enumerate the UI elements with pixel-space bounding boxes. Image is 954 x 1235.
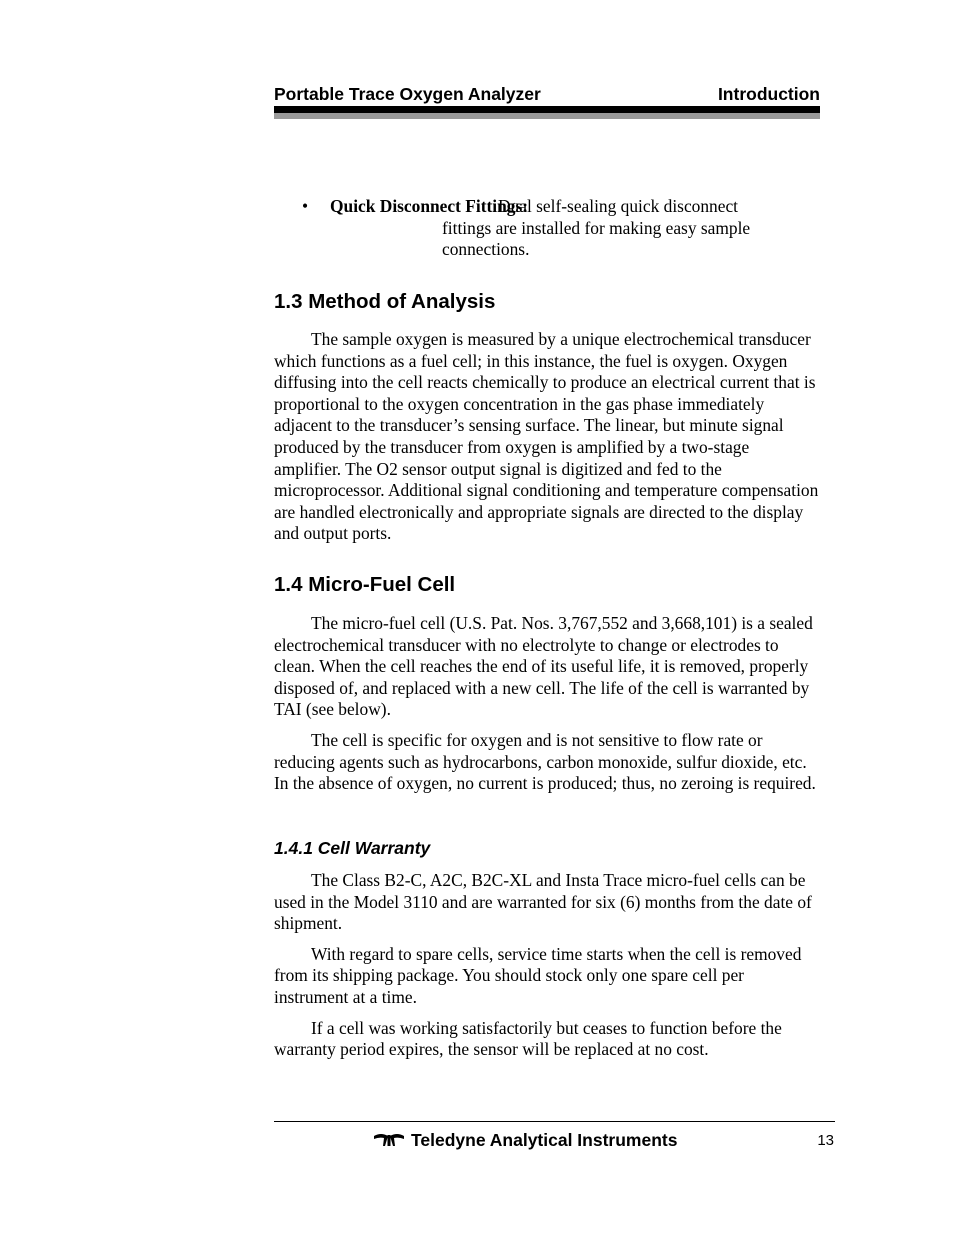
page-header bbox=[274, 84, 820, 106]
paragraph: If a cell was working satisfactorily but ceases to function before the warranty period expires, the sensor will be replaced at no cost. bbox=[274, 1017, 782, 1060]
chapter-name: Introduction bbox=[717, 84, 820, 104]
section-heading-1-3: 1.3 Method of Analysis bbox=[274, 290, 496, 313]
footer-brand bbox=[374, 1129, 677, 1151]
header-rule-shadow bbox=[274, 113, 820, 119]
paragraph: With regard to spare cells, service time starts when the cell is removed from its shipping package. You should stock only one spare cell per instrument at a time. bbox=[274, 943, 802, 1007]
subsection-1-4-1-body bbox=[274, 870, 820, 1061]
bullet-marker: • bbox=[302, 196, 309, 216]
page-number: 13 bbox=[817, 1132, 834, 1149]
section-1-4-body bbox=[274, 613, 820, 795]
section-heading-1-4: 1.4 Micro-Fuel Cell bbox=[274, 573, 456, 596]
document-title: Portable Trace Oxygen Analyzer bbox=[274, 84, 541, 104]
section-1-3-body bbox=[274, 329, 820, 545]
company-name: Teledyne Analytical Instruments bbox=[411, 1129, 678, 1150]
header-rule bbox=[274, 106, 820, 113]
teledyne-logo-icon bbox=[374, 1133, 404, 1147]
bullet-description: Dual self-sealing quick disconnect fittings are installed for making easy sample connections. bbox=[442, 196, 751, 260]
paragraph: The Class B2-C, A2C, B2C-XL and Insta Trace micro-fuel cells can be used in the Model 3110 and are warranted for six (6) months from the date of shipment. bbox=[274, 870, 812, 934]
paragraph: The micro-fuel cell (U.S. Pat. Nos. 3,767,552 and 3,668,101) is a sealed electrochemical transducer with no electrolyte to change or electrodes to clean. When the cell reaches the end of its useful life, it is removed, properly disposed of, and replaced with a new cell. The life of the cell is warranted by TAI (see below). bbox=[274, 613, 813, 720]
paragraph: The cell is specific for oxygen and is not sensitive to flow rate or reducing agents such as hydrocarbons, carbon monoxide, sulfur dioxide, etc. In the absence of oxygen, no current is produced; thus, no zeroing is required. bbox=[274, 729, 816, 794]
bullet-term: Quick Disconnect Fittings: bbox=[330, 196, 529, 216]
paragraph: The sample oxygen is measured by a unique electrochemical transducer which functions as a fuel cell; in this instance, the fuel is oxygen. Oxygen diffusing into the cell reacts chemically to produce an electrical current that is proportional to the oxygen concentration in the gas phase immediately adjacent to the transducer’s sensing surface. The linear, but minute signal produced by the transducer from oxygen is amplified by a two-stage amplifier. The O2 sensor output signal is digitized and fed to the microprocessor. Additional signal conditioning and temperature compensation are handled electronically and appropriate signals are directed to the display and output ports. bbox=[274, 329, 819, 544]
footer-rule bbox=[274, 1121, 835, 1122]
subsection-heading-1-4-1: 1.4.1 Cell Warranty bbox=[274, 838, 431, 858]
